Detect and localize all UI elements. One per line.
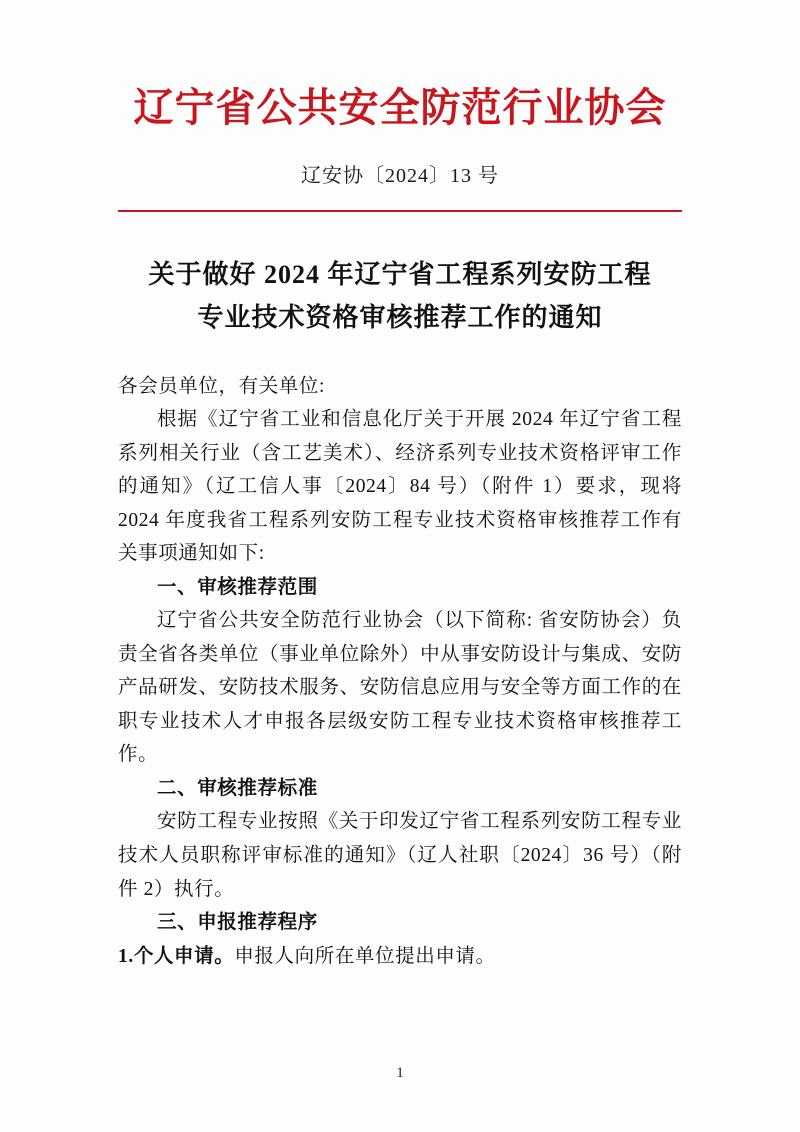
page-content <box>118 0 682 1132</box>
section-heading-three: 三、申报推荐程序 <box>157 912 318 934</box>
red-divider-rule <box>118 210 682 212</box>
section-heading-two: 二、审核推荐标准 <box>157 777 318 799</box>
list-item-body: 申报人向所在单位提出申请。 <box>234 945 496 967</box>
intro-paragraph: 根据《辽宁省工业和信息化厅关于开展 2024 年辽宁省工程系列相关行业（含工艺美术）、经济系列专业技术资格评审工作的通知》（辽工信人事〔2024〕84 号）（附件 1）要求，现将 2024 年度我省工程系列安防工程专业技术资格审核推荐工作有关事项通知如下: <box>118 409 682 565</box>
page-title-line-1: 关于做好 2024 年辽宁省工程系列安防工程 <box>148 259 652 289</box>
document-number: 辽安协〔2024〕13 号 <box>301 164 499 187</box>
list-item-label: 1.个人申请。 <box>118 945 235 967</box>
page-title <box>118 254 682 340</box>
page-title-line-2: 专业技术资格审核推荐工作的通知 <box>197 302 603 332</box>
list-item <box>118 940 682 974</box>
section-heading-one: 一、审核推荐范围 <box>157 576 318 598</box>
organization-name: 辽宁省公共安全防范行业协会 <box>133 85 667 130</box>
section-body-two: 安防工程专业按照《关于印发辽宁省工程系列安防工程专业技术人员职称评审标准的通知》（辽人社职〔2024〕36 号）（附件 2）执行。 <box>118 811 682 900</box>
page-number: 1 <box>396 1065 404 1081</box>
section-body-one: 辽宁省公共安全防范行业协会（以下简称: 省安防协会）负责全省各类单位（事业单位除外）中从事安防设计与集成、安防产品研发、安防技术服务、安防信息应用与安全等方面工作的在职专业技术人才申报各层级安防工程专业技术资格审核推荐工作。 <box>118 610 682 766</box>
masthead <box>118 0 682 131</box>
document-body <box>118 370 682 974</box>
salutation: 各会员单位，有关单位: <box>118 375 326 397</box>
